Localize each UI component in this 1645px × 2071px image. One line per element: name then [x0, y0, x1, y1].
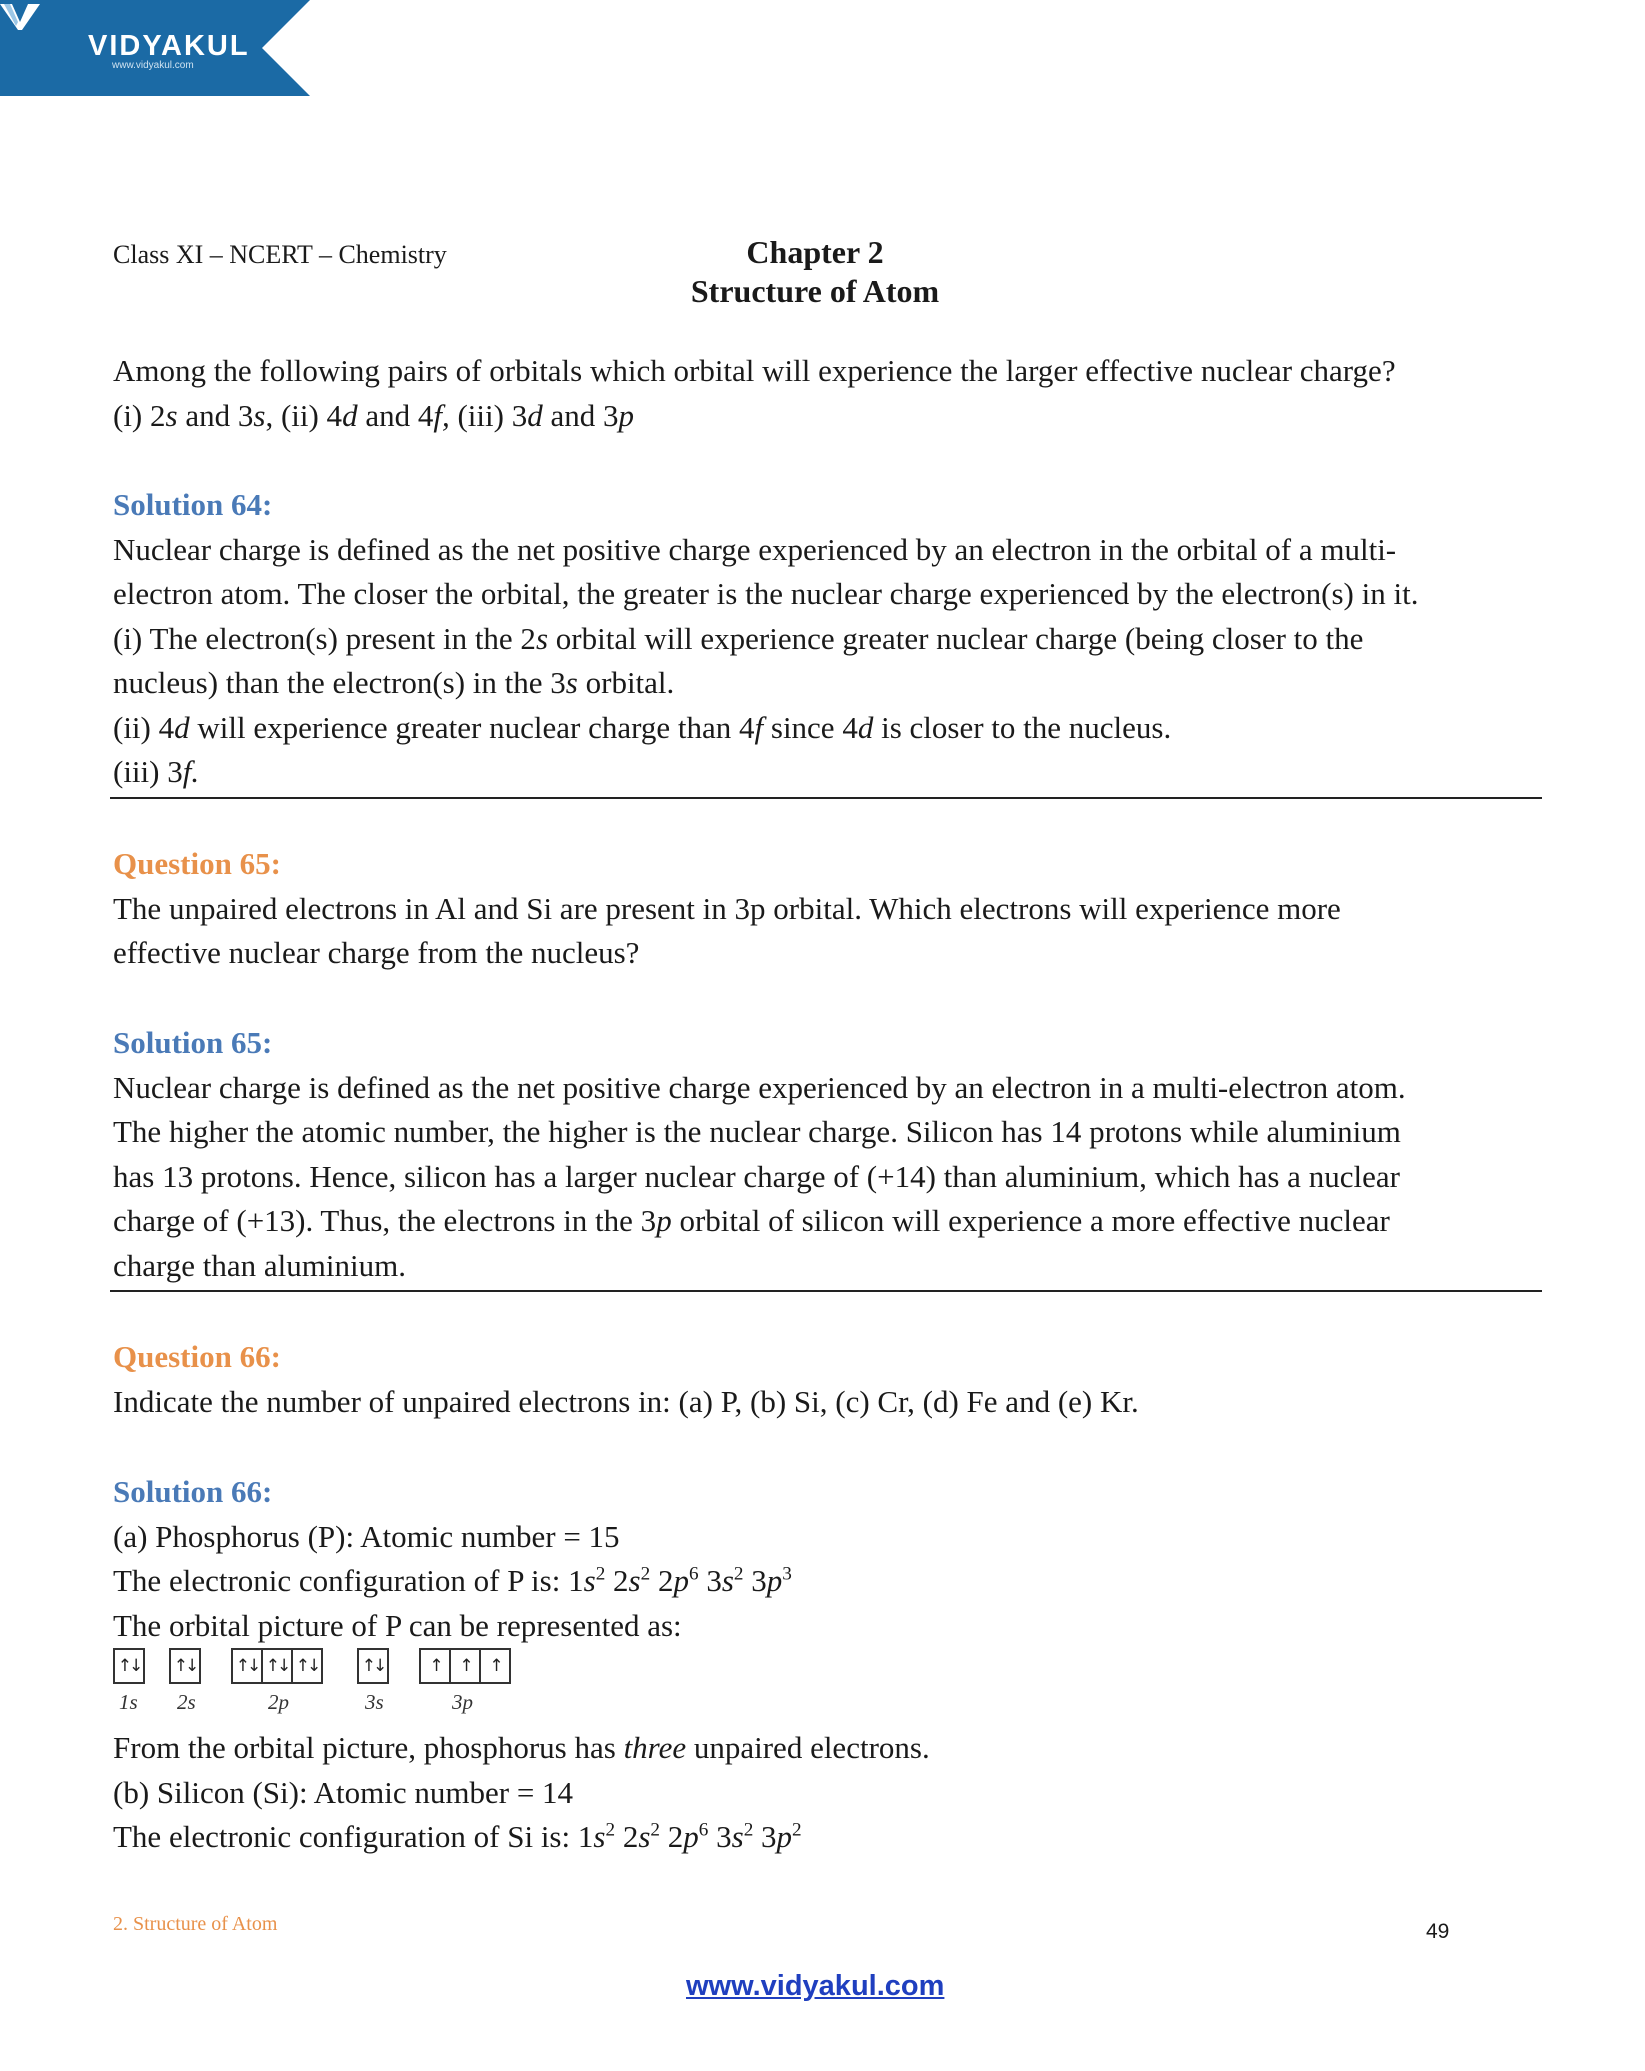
orbital-box-1s	[113, 1648, 145, 1684]
question-64	[113, 349, 1543, 438]
chapter-title: Structure of Atom	[690, 273, 940, 309]
orbital-cell: ↑	[489, 1656, 501, 1676]
question-64-line: Among the following pairs of orbitals which orbital will experience the larger effective nuclear charge?	[113, 353, 1396, 388]
question-64-line: (i) 2s and 3s, (ii) 4d and 4f, (iii) 3d and 3p	[113, 397, 634, 433]
solution-line: charge than aluminium.	[113, 1247, 406, 1283]
class-label: Class XI – NCERT – Chemistry	[113, 240, 447, 269]
section-divider	[110, 1290, 1542, 1292]
solution-line: (a) Phosphorus (P): Atomic number = 15	[113, 1518, 620, 1554]
solution-line: The orbital picture of P can be represented as:	[113, 1607, 682, 1643]
electronic-configuration-si: The electronic configuration of Si is: $1s^2$ $2s^2$ $2p^6$ $3s^2$ $3p^2$	[113, 1819, 802, 1854]
logo-name: VIDYAKUL	[88, 30, 250, 62]
solution-66-continued	[113, 1726, 1543, 1860]
orbital-cell: ↑↓	[263, 1650, 293, 1682]
orbital-label: 2p	[268, 1690, 289, 1714]
chapter-number: Chapter 2	[746, 234, 884, 270]
solution-line: (b) Silicon (Si): Atomic number = 14	[113, 1774, 574, 1810]
question-line: The unpaired electrons in Al and Si are present in 3p orbital. Which electrons will experience more	[113, 890, 1341, 926]
solution-heading: Solution 66:	[113, 1474, 273, 1509]
orbital-cell: ↑↓	[117, 1656, 141, 1676]
solution-line: Nuclear charge is defined as the net positive charge experienced by an electron in the orbital of a multi-	[113, 531, 1397, 567]
orbital-box-2p	[231, 1648, 323, 1684]
orbital-label: 3s	[365, 1690, 384, 1714]
section-divider	[110, 797, 1542, 799]
orbital-cell: ↑	[451, 1650, 481, 1682]
question-line: effective nuclear charge from the nucleus?	[113, 935, 640, 970]
orbital-box-3s	[357, 1648, 389, 1684]
solution-heading: Solution 64:	[113, 487, 273, 522]
orbital-cell: ↑↓	[361, 1656, 385, 1676]
question-heading: Question 66:	[113, 1339, 281, 1374]
page-number: 49	[1426, 1920, 1450, 1943]
orbital-cell: ↑↓	[233, 1650, 263, 1682]
orbital-box-2s	[169, 1648, 201, 1684]
solution-line: (ii) 4d will experience greater nuclear charge than 4f since 4d is closer to the nucleus.	[113, 709, 1172, 745]
solution-line: (iii) 3f.	[113, 754, 200, 789]
solution-65	[113, 1021, 1543, 1288]
solution-line: has 13 protons. Hence, silicon has a larger nuclear charge of (+14) than aluminium, which has a nuclear	[113, 1158, 1400, 1194]
orbital-cell: ↑	[421, 1650, 451, 1682]
solution-line: nucleus) than the electron(s) in the 3s orbital.	[113, 665, 675, 700]
logo-url: www.vidyakul.com	[112, 60, 194, 71]
logo-mark-icon	[0, 0, 40, 32]
website-link[interactable]: www.vidyakul.com	[686, 1970, 945, 2002]
solution-heading: Solution 65:	[113, 1025, 273, 1060]
orbital-cell: ↑↓	[295, 1656, 319, 1676]
solution-line: The higher the atomic number, the higher is the nuclear charge. Silicon has 14 protons while aluminium	[113, 1114, 1401, 1149]
solution-64	[113, 483, 1543, 795]
solution-line: Nuclear charge is defined as the net positive charge experienced by an electron in a multi-electron atom.	[113, 1069, 1406, 1105]
question-66	[113, 1335, 1543, 1424]
solution-line: electron atom. The closer the orbital, the greater is the nuclear charge experienced by the electron(s) in it.	[113, 576, 1419, 611]
orbital-label: 3p	[452, 1690, 473, 1714]
question-heading: Question 65:	[113, 846, 281, 881]
electronic-configuration-p: The electronic configuration of P is: $1s^2$ $2s^2$ $2p^6$ $3s^2$ $3p^3$	[113, 1563, 792, 1598]
solution-line: (i) The electron(s) present in the 2s orbital will experience greater nuclear charge (being closer to the	[113, 620, 1364, 656]
question-line: Indicate the number of unpaired electrons in: (a) P, (b) Si, (c) Cr, (d) Fe and (e) Kr.	[113, 1383, 1139, 1419]
orbital-label: 1s	[119, 1690, 138, 1714]
solution-line: From the orbital picture, phosphorus has three unpaired electrons.	[113, 1730, 930, 1765]
vidyakul-logo	[0, 0, 310, 96]
footer-chapter-label: 2. Structure of Atom	[113, 1913, 278, 1935]
orbital-cell: ↑↓	[173, 1656, 197, 1676]
orbital-label: 2s	[177, 1690, 196, 1714]
orbital-box-3p	[419, 1648, 511, 1684]
solution-66	[113, 1470, 1543, 1648]
question-65	[113, 842, 1543, 976]
solution-line: charge of (+13). Thus, the electrons in the 3p orbital of silicon will experience a more effective nuclear	[113, 1203, 1390, 1238]
